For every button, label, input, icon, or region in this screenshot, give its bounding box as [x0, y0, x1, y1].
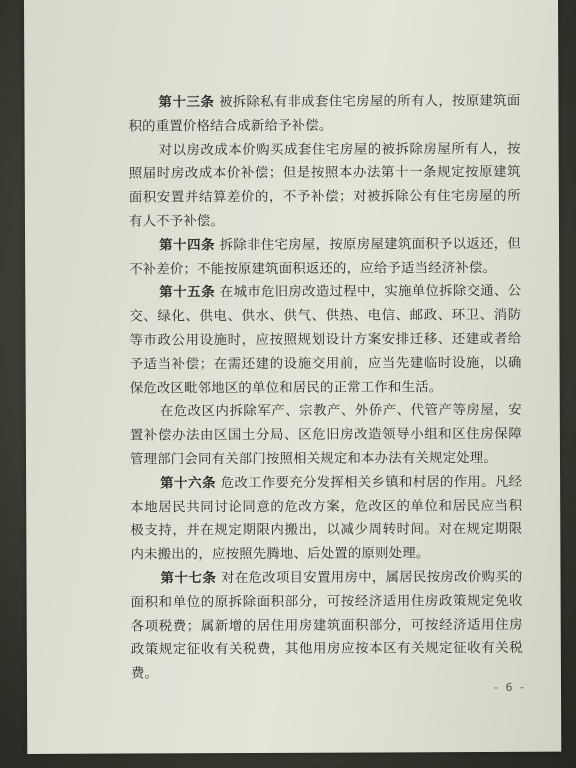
article-heading: 第十六条 [160, 475, 217, 492]
paragraph-text: 被拆除私有非成套住宅房屋的所有人，按原建筑面积的重置价格结合成新给予补偿。 [128, 93, 521, 135]
paragraph-article-16 [130, 471, 522, 568]
paragraph-text: 危改工作要充分发挥相关乡镇和村居的作用。凡经本地居民共同讨论同意的危改方案，危改区的单位和居民应当积极支持，并在规定期限内搬出，以减少周转时间。对在规定期限内未搬出的，应按照先腾地、后处置的原则处理。 [130, 474, 523, 563]
page-number: - 6 - [493, 680, 526, 694]
document-body [128, 90, 523, 687]
paragraph-article-13 [128, 90, 520, 139]
paragraph-article-13-cont [129, 137, 521, 234]
paragraph-article-14 [129, 233, 521, 282]
article-heading: 第十七条 [160, 571, 217, 587]
paragraph-article-15-cont [130, 399, 522, 472]
paragraph-text: 在危改区内拆除军产、宗教产、外侨产、代管产等房屋，安置补偿办法由区国土分局、区危旧房改造领导小组和区住房保障管理部门会同有关部门按照相关规定和本办法有关规定处理。 [129, 403, 522, 468]
article-heading: 第十四条 [159, 237, 216, 254]
paragraph-text: 在城市危旧房改造过程中，实施单位拆除交通、公交、绿化、供电、供水、供气、供热、电信、邮政、环卫、消防等市政公用设施时，应按照规划设计方案安排迁移、还建或者给予适当补偿；在需还建的设施交用前，应当先建临时设施，以确保危改区毗邻地区的单位和居民的正常工作和生活。 [129, 284, 522, 397]
article-heading: 第十五条 [159, 285, 216, 301]
paragraph-text: 拆除非住宅房屋，按原房屋建筑面积予以返还，但不补差价；不能按原建筑面积返还的，应给予适当经济补偿。 [129, 236, 522, 278]
paragraph-text: 对在危改项目安置用房中，属居民按房改价购买的面积和单位的原拆除面积部分，可按经济适用住房政策规定免收各项税费；属新增的居住用房建筑面积部分，可按经济适用住房政策规定征收有关税费，其他用房应按本区有关规定征收有关税费。 [130, 569, 523, 682]
document-page [24, 0, 561, 754]
paragraph-article-15 [129, 280, 522, 401]
paragraph-article-17 [130, 566, 523, 687]
paragraph-text: 对以房改成本价购买成套住宅房屋的被拆除房屋所有人，按照届时房改成本价补偿；但是按照本办法第十一条规定按原建筑面积安置并结算差价的，不予补偿；对被拆除公有住宅房屋的所有人不予补偿。 [128, 141, 521, 230]
article-heading: 第十三条 [158, 95, 215, 111]
